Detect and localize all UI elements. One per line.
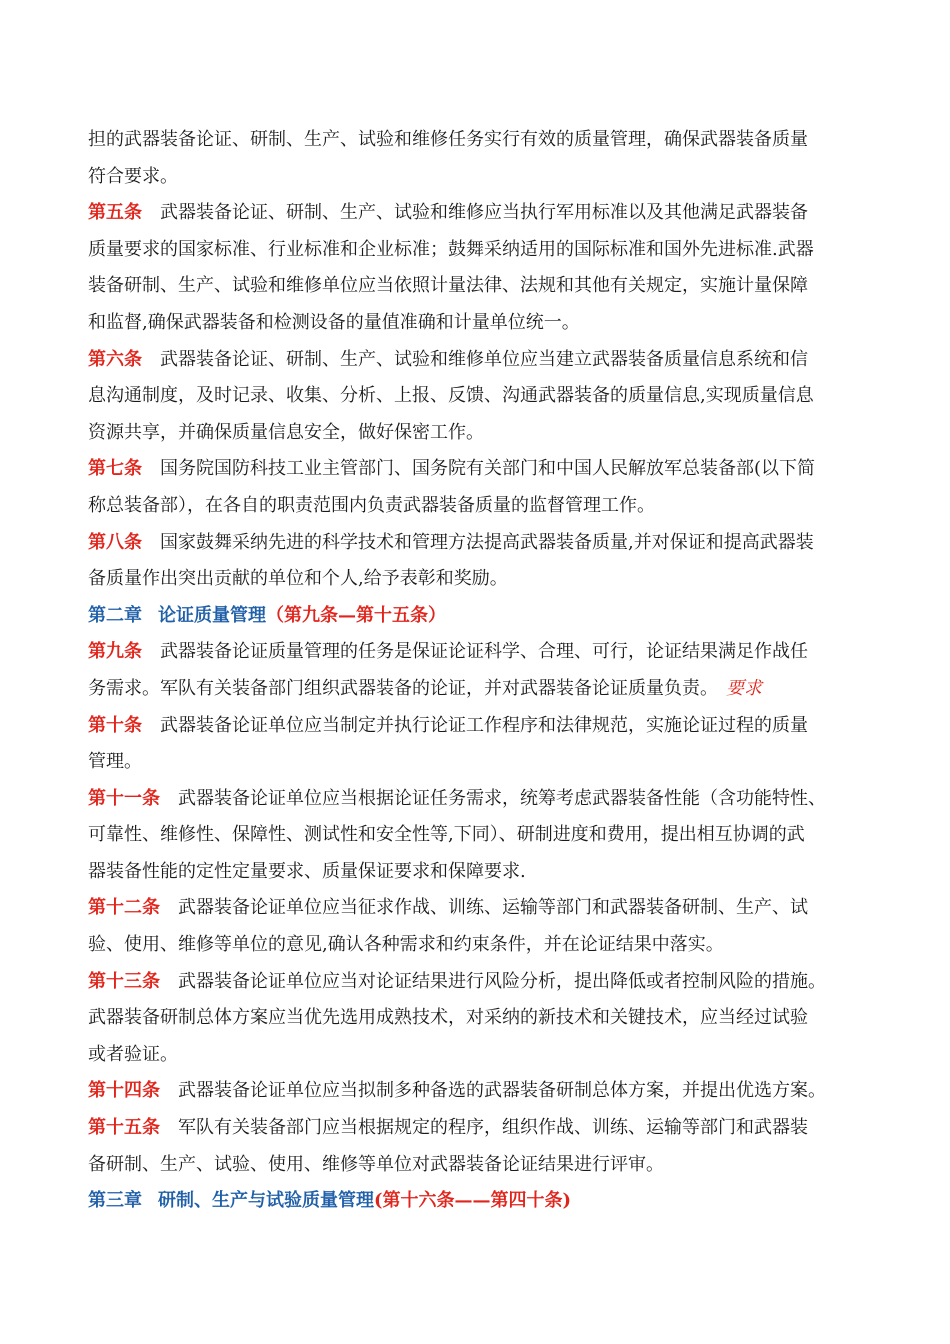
text: 武器装备论证单位应当拟制多种备选的武器装备研制总体方案，并提出优选方案。 [178, 1080, 826, 1102]
article-number: 第九条 [88, 641, 142, 663]
chapter-3-heading [88, 1183, 888, 1220]
body-line [88, 744, 888, 781]
chapter-number: 第二章 [88, 604, 142, 626]
article-10 [88, 708, 888, 745]
article-12 [88, 890, 888, 927]
body-line [88, 268, 888, 305]
article-8 [88, 525, 888, 562]
text: 武器装备论证单位应当根据论证任务需求，统筹考虑武器装备性能（含功能特性、 [178, 787, 826, 809]
document-page [88, 122, 888, 1220]
text: 武器装备论证单位应当制定并执行论证工作程序和法律规范，实施论证过程的质量 [160, 714, 808, 736]
text: 符合要求。 [88, 165, 178, 187]
article-number: 第十五条 [88, 1117, 160, 1139]
body-line [88, 854, 888, 891]
article-number: 第十一条 [88, 787, 160, 809]
article-11 [88, 781, 888, 818]
text: 称总装备部），在各自的职责范围内负责武器装备质量的监督管理工作。 [88, 494, 655, 516]
text: 国家鼓舞采纳先进的科学技术和管理方法提高武器装备质量,并对保证和提高武器装 [160, 531, 814, 553]
body-line [88, 561, 888, 598]
text: 器装备性能的定性定量要求、质量保证要求和保障要求. [88, 860, 526, 882]
text: 务需求。军队有关装备部门组织武器装备的论证，并对武器装备论证质量负责。 [88, 677, 718, 699]
text: 国务院国防科技工业主管部门、国务院有关部门和中国人民解放军总装备部(以下简 [160, 458, 816, 480]
article-number: 第十三条 [88, 970, 160, 992]
text: 质量要求的国家标准、行业标准和企业标准；鼓舞采纳适用的国际标准和国外先进标准.武器 [88, 238, 814, 260]
text: 和监督,确保武器装备和检测设备的量值准确和计量单位统一。 [88, 311, 580, 333]
text: 武器装备论证单位应当征求作战、训练、运输等部门和武器装备研制、生产、试 [178, 897, 808, 919]
annotation-note: 要求 [726, 677, 762, 699]
text: 或者验证。 [88, 1043, 178, 1065]
body-line [88, 159, 888, 196]
chapter-title: 研制、生产与试验质量管理 [158, 1190, 374, 1212]
text: 武器装备论证单位应当对论证结果进行风险分析，提出降低或者控制风险的措施。 [178, 970, 826, 992]
article-14 [88, 1073, 888, 1110]
article-9 [88, 634, 888, 671]
text: 验、使用、维修等单位的意见,确认各种需求和约束条件，并在论证结果中落实。 [88, 934, 724, 956]
text: 备研制、生产、试验、使用、维修等单位对武器装备论证结果进行评审。 [88, 1153, 664, 1175]
body-line [88, 488, 888, 525]
body-line [88, 1000, 888, 1037]
article-number: 第六条 [88, 348, 142, 370]
chapter-range: (第十六条——第四十条) [374, 1190, 572, 1212]
article-number: 第八条 [88, 531, 142, 553]
body-line [88, 1037, 888, 1074]
chapter-number: 第三章 [88, 1190, 142, 1212]
article-number: 第五条 [88, 202, 142, 224]
article-number: 第七条 [88, 458, 142, 480]
article-number: 第十四条 [88, 1080, 160, 1102]
body-line [88, 671, 888, 708]
chapter-2-heading [88, 598, 888, 635]
body-line [88, 305, 888, 342]
article-number: 第十二条 [88, 897, 160, 919]
text: 资源共享，并确保质量信息安全，做好保密工作。 [88, 421, 484, 443]
text: 备质量作出突出贡献的单位和个人,给予表彰和奖励。 [88, 568, 508, 590]
article-13 [88, 964, 888, 1001]
article-7 [88, 451, 888, 488]
body-line [88, 232, 888, 269]
text: 担的武器装备论证、研制、生产、试验和维修任务实行有效的质量管理，确保武器装备质量 [88, 129, 808, 150]
text: 武器装备论证、研制、生产、试验和维修单位应当建立武器装备质量信息系统和信 [160, 348, 808, 370]
text: 装备研制、生产、试验和维修单位应当依照计量法律、法规和其他有关规定，实施计量保障 [88, 275, 808, 297]
text: 武器装备研制总体方案应当优先选用成熟技术，对采纳的新技术和关键技术，应当经过试验 [88, 1007, 808, 1029]
body-line [88, 1147, 888, 1184]
body-line [88, 817, 888, 854]
text: 武器装备论证、研制、生产、试验和维修应当执行军用标准以及其他满足武器装备 [160, 202, 808, 224]
article-6 [88, 342, 888, 379]
article-15 [88, 1110, 888, 1147]
text: 武器装备论证质量管理的任务是保证论证科学、合理、可行，论证结果满足作战任 [160, 641, 808, 663]
body-line [88, 415, 888, 452]
chapter-title: 论证质量管理 [158, 604, 266, 626]
text: 可靠性、维修性、保障性、测试性和安全性等,下同）、研制进度和费用，提出相互协调的武 [88, 824, 805, 846]
text: 军队有关装备部门应当根据规定的程序，组织作战、训练、运输等部门和武器装 [178, 1117, 808, 1139]
text: 管理。 [88, 751, 142, 773]
body-line [88, 378, 888, 415]
body-line [88, 122, 888, 159]
chapter-range: （第九条—第十五条） [266, 604, 446, 626]
body-line [88, 927, 888, 964]
article-5 [88, 195, 888, 232]
text: 息沟通制度，及时记录、收集、分析、上报、反馈、沟通武器装备的质量信息,实现质量信息 [88, 385, 814, 407]
article-number: 第十条 [88, 714, 142, 736]
